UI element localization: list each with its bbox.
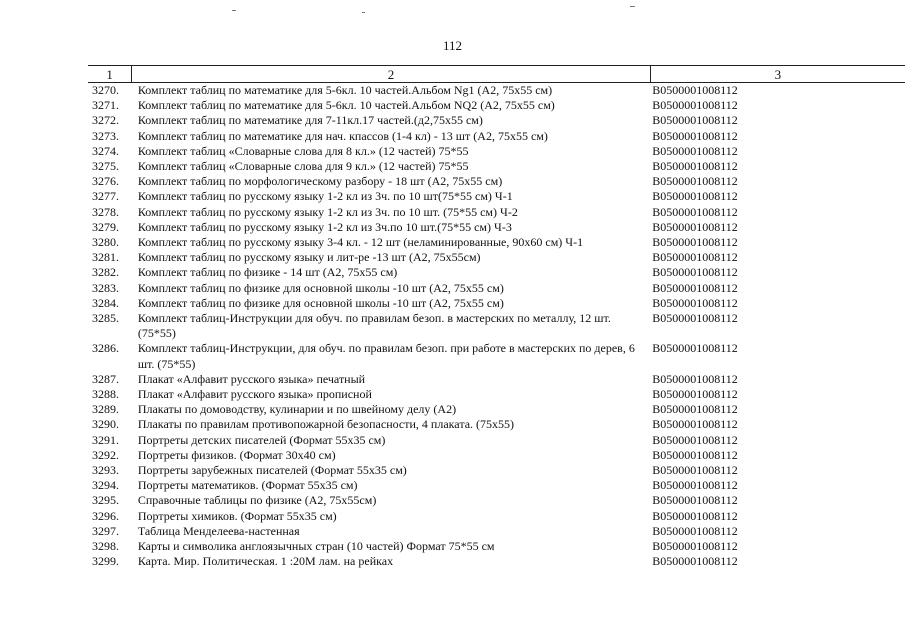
table-row xyxy=(88,250,905,265)
table-row xyxy=(88,265,905,280)
row-number: 3285. xyxy=(92,311,119,326)
table-row xyxy=(88,478,905,493)
table-row xyxy=(88,417,905,432)
item-code: B0500001008112 xyxy=(652,235,738,250)
item-code: B0500001008112 xyxy=(652,128,738,143)
table-row xyxy=(88,509,905,524)
item-code: B0500001008112 xyxy=(652,311,738,326)
row-number: 3276. xyxy=(92,174,119,189)
item-code: B0500001008112 xyxy=(652,371,738,386)
row-number: 3271. xyxy=(92,98,119,113)
item-code: B0500001008112 xyxy=(652,523,738,538)
item-name: Плакат «Алфавит русского языка» печатный xyxy=(137,371,366,386)
table-row xyxy=(88,341,905,371)
table-row xyxy=(88,235,905,250)
row-number: 3288. xyxy=(92,387,119,402)
item-name: Комплект таблиц по русскому языку 1-2 кл из 3ч. по 10 шт. (75*55 см) Ч-2 xyxy=(137,204,518,219)
scan-speck xyxy=(630,6,635,7)
table-row xyxy=(88,205,905,220)
row-number: 3286. xyxy=(92,341,119,356)
item-name: Таблица Менделеева-настенная xyxy=(137,523,300,538)
item-code: B0500001008112 xyxy=(652,219,738,234)
table-row xyxy=(88,402,905,417)
item-name: Комплект таблиц по математике для нач. кпассов (1-4 кл) - 13 шт (A2, 75x55 см) xyxy=(137,128,548,143)
item-name: Комплект таблиц «Словарные слова для 8 кл.» (12 частей) 75*55 xyxy=(137,143,469,158)
table-row xyxy=(88,463,905,478)
item-code: B0500001008112 xyxy=(652,280,738,295)
item-name: Комплект таблиц по физике - 14 шт (A2, 75x55 см) xyxy=(137,265,398,280)
table-row xyxy=(88,83,905,99)
row-number: 3280. xyxy=(92,235,119,250)
item-name: Плакаты по домоводству, кулинарии и по швейному делу (A2) xyxy=(137,402,457,417)
item-name: Комплект таблиц по математике для 5-6кл. 10 частей.Альбом Ng1 (A2, 75x55 см) xyxy=(137,83,553,97)
item-code: B0500001008112 xyxy=(652,189,738,204)
column-header-number: 1 xyxy=(88,66,132,83)
table-row xyxy=(88,189,905,204)
table-header-row xyxy=(88,66,905,83)
table-body xyxy=(88,83,905,570)
row-number: 3291. xyxy=(92,432,119,447)
item-code: B0500001008112 xyxy=(652,83,738,97)
scan-speck xyxy=(232,10,236,11)
item-name: Портреты зарубежных писателей (Формат 55x35 см) xyxy=(137,463,407,478)
item-code: B0500001008112 xyxy=(652,432,738,447)
row-number: 3283. xyxy=(92,280,119,295)
item-code: B0500001008112 xyxy=(652,204,738,219)
table-row xyxy=(88,113,905,128)
item-name: Комплект таблиц по русскому языку 1-2 кл из 3ч.по 10 шт.(75*55 см) Ч-3 xyxy=(137,219,512,234)
item-code: B0500001008112 xyxy=(652,417,738,432)
item-name: Комплект таблиц по русскому языку 1-2 кл из 3ч. по 10 шт(75*55 см) Ч-1 xyxy=(137,189,513,204)
item-code: B0500001008112 xyxy=(652,265,738,280)
row-number: 3281. xyxy=(92,250,119,265)
table-row xyxy=(88,281,905,296)
table-row xyxy=(88,220,905,235)
table-row xyxy=(88,372,905,387)
item-code: B0500001008112 xyxy=(652,539,738,554)
item-name: Комплект таблиц «Словарные слова для 9 кл.» (12 частей) 75*55 xyxy=(137,159,469,174)
item-code: B0500001008112 xyxy=(652,463,738,478)
item-code: B0500001008112 xyxy=(652,113,738,128)
item-name: Портреты физиков. (Формат 30x40 см) xyxy=(137,447,336,462)
item-name: Комплект таблиц-Инструкции, для обуч. по правилам безоп. при работе в мастерских по дерев, 6 шт. (75*55) xyxy=(137,341,635,371)
table-row xyxy=(88,448,905,463)
page-number: 112 xyxy=(442,38,463,53)
item-name: Карта. Мир. Политическая. 1 :20М лам. на рейках xyxy=(137,554,394,569)
item-name: Комплект таблиц по русскому языку и лит-ре -13 шт (A2, 75x55см) xyxy=(137,250,481,265)
table-row xyxy=(88,296,905,311)
item-code: B0500001008112 xyxy=(652,174,738,189)
row-number: 3295. xyxy=(92,493,119,508)
row-number: 3284. xyxy=(92,295,119,310)
item-name: Комплект таблиц по физике для основной школы -10 шт (A2, 75x55 см) xyxy=(137,295,504,310)
item-code: B0500001008112 xyxy=(652,143,738,158)
item-name: Плакат «Алфавит русского языка» прописной xyxy=(137,387,372,402)
item-code: B0500001008112 xyxy=(652,493,738,508)
item-code: B0500001008112 xyxy=(652,159,738,174)
table-row xyxy=(88,174,905,189)
item-code: B0500001008112 xyxy=(652,295,738,310)
item-name: Комплект таблиц по физике для основной школы -10 шт (A2, 75x55 см) xyxy=(137,280,504,295)
row-number: 3299. xyxy=(92,554,119,569)
row-number: 3278. xyxy=(92,204,119,219)
row-number: 3275. xyxy=(92,159,119,174)
table-row xyxy=(88,493,905,508)
item-code: B0500001008112 xyxy=(652,387,738,402)
row-number: 3289. xyxy=(92,402,119,417)
item-name: Портреты математиков. (Формат 55x35 см) xyxy=(137,478,358,493)
item-code: B0500001008112 xyxy=(652,250,738,265)
table-row xyxy=(88,144,905,159)
table-row xyxy=(88,554,905,569)
row-number: 3279. xyxy=(92,219,119,234)
row-number: 3294. xyxy=(92,478,119,493)
item-code: B0500001008112 xyxy=(652,98,738,113)
table-row xyxy=(88,433,905,448)
table-row xyxy=(88,387,905,402)
item-name: Комплект таблиц по математике для 7-11кл.17 частей.(д2,75x55 см) xyxy=(137,113,483,128)
item-name: Комплект таблиц-Инструкции для обуч. по правилам безоп. в мастерских по металлу, 12 шт. (75*55) xyxy=(137,311,611,341)
row-number: 3272. xyxy=(92,113,119,128)
row-number: 3287. xyxy=(92,371,119,386)
item-code: B0500001008112 xyxy=(652,402,738,417)
table-row xyxy=(88,98,905,113)
item-name: Портреты детских писателей (Формат 55x35 см) xyxy=(137,432,386,447)
row-number: 3292. xyxy=(92,447,119,462)
row-number: 3298. xyxy=(92,539,119,554)
table-row xyxy=(88,159,905,174)
item-code: B0500001008112 xyxy=(652,508,738,523)
item-code: B0500001008112 xyxy=(652,341,738,356)
column-header-code: 3 xyxy=(650,66,905,83)
table-row xyxy=(88,129,905,144)
row-number: 3297. xyxy=(92,523,119,538)
table-row xyxy=(88,311,905,341)
item-name: Комплект таблиц по морфологическому разбору - 18 шт (A2, 75x55 см) xyxy=(137,174,503,189)
items-table xyxy=(88,65,905,570)
row-number: 3296. xyxy=(92,508,119,523)
row-number: 3270. xyxy=(92,83,119,97)
column-header-name: 2 xyxy=(132,66,650,83)
row-number: 3277. xyxy=(92,189,119,204)
item-name: Справочные таблицы по физике (A2, 75x55см) xyxy=(137,493,377,508)
row-number: 3290. xyxy=(92,417,119,432)
item-name: Комплект таблиц по математике для 5-6кл. 10 частей.Альбом NQ2 (A2, 75x55 см) xyxy=(137,98,555,113)
table-row xyxy=(88,524,905,539)
table-row xyxy=(88,539,905,554)
row-number: 3274. xyxy=(92,143,119,158)
item-name: Плакаты по правилам противопожарной безопасности, 4 плаката. (75x55) xyxy=(137,417,515,432)
item-name: Портреты химиков. (Формат 55x35 см) xyxy=(137,508,337,523)
row-number: 3293. xyxy=(92,463,119,478)
item-name: Карты и символика англоязычных стран (10 частей) Формат 75*55 см xyxy=(137,539,495,554)
item-name: Комплект таблиц по русскому языку 3-4 кл. - 12 шт (неламинированные, 90x60 см) Ч-1 xyxy=(137,235,584,250)
scan-speck xyxy=(362,12,365,13)
item-code: B0500001008112 xyxy=(652,447,738,462)
item-code: B0500001008112 xyxy=(652,478,738,493)
row-number: 3282. xyxy=(92,265,119,280)
row-number: 3273. xyxy=(92,128,119,143)
item-code: B0500001008112 xyxy=(652,554,738,569)
